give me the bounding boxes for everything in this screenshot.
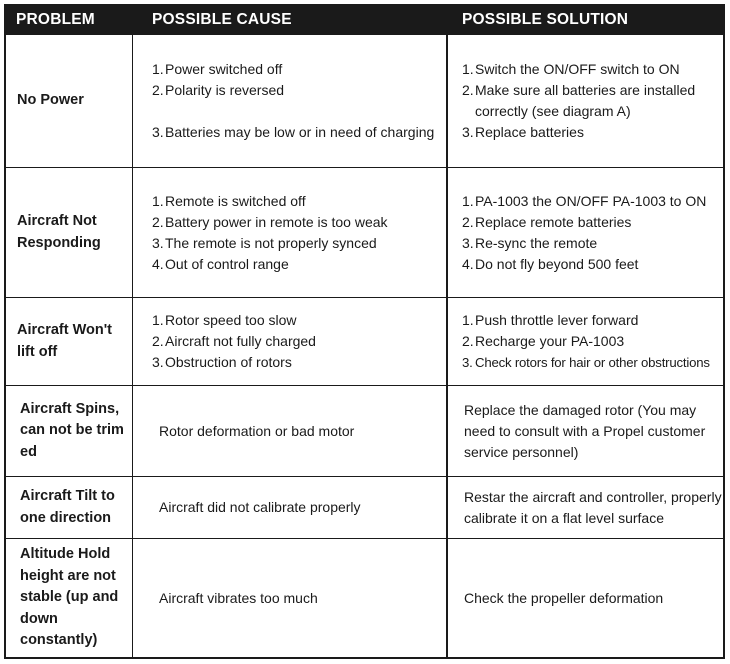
problem-label: Altitude Hold (20, 546, 111, 563)
cause-text: Aircraft vibrates too much (159, 589, 318, 606)
list-item: 3. Re-sync the remote (462, 234, 598, 251)
list-item: 1. PA-1003 the ON/OFF PA-1003 to ON (462, 192, 707, 209)
problem-label: can not be trim (20, 422, 124, 439)
solution-cell (462, 298, 724, 385)
problem-label: constantly) (20, 632, 98, 649)
problem-label: Aircraft Spins, (20, 400, 120, 417)
problem-label: Responding (17, 234, 101, 251)
list-item: 4. Do not fly beyond 500 feet (462, 255, 639, 272)
header-possible-cause: POSSIBLE CAUSE (152, 11, 292, 28)
table-row (6, 297, 723, 385)
solution-cell (462, 35, 722, 167)
solution-cell (462, 168, 722, 297)
column-divider (132, 34, 133, 657)
problem-cell (17, 35, 127, 167)
solution-text: Replace the damaged rotor (You may (464, 401, 697, 418)
problem-cell (20, 386, 135, 476)
problem-label: down (20, 610, 58, 627)
problem-label: ed (20, 443, 37, 460)
list-item: 2. Replace remote batteries (462, 213, 632, 230)
problem-label: Aircraft Won't (17, 322, 113, 338)
list-item: 2. Polarity is reversed (152, 82, 285, 98)
table-row (6, 385, 723, 476)
list-item: 1. Rotor speed too slow (152, 312, 297, 328)
list-item: 1. Push throttle lever forward (462, 312, 639, 328)
problem-cell (20, 477, 135, 538)
cause-text: Aircraft did not calibrate properly (159, 499, 361, 515)
header-possible-solution: POSSIBLE SOLUTION (462, 11, 629, 28)
list-item: 1. Switch the ON/OFF switch to ON (462, 61, 680, 77)
solution-list (462, 59, 722, 143)
problem-label: height are not (20, 567, 116, 584)
cause-cell (152, 168, 452, 297)
problem-cell (17, 168, 132, 297)
table-row (6, 538, 723, 657)
solution-cell (464, 386, 724, 476)
table-row (6, 34, 723, 167)
list-item: 3. Check rotors for hair or other obstructions (462, 355, 710, 370)
solution-cell (464, 539, 724, 657)
solution-text: Restar the aircraft and controller, properly (464, 488, 722, 505)
list-item: 2. Aircraft not fully charged (152, 333, 316, 349)
solution-list (462, 310, 724, 373)
problem-cell (20, 539, 135, 657)
column-divider (446, 34, 448, 657)
cause-text: Rotor deformation or bad motor (159, 422, 355, 439)
cause-list (152, 310, 452, 373)
cause-cell (159, 477, 454, 538)
table-row (6, 167, 723, 297)
list-item: 3. The remote is not properly synced (152, 234, 377, 251)
problem-label: Aircraft Not (17, 213, 97, 229)
problem-label: one direction (20, 509, 112, 526)
cause-cell (159, 539, 454, 657)
solution-text: calibrate it on a flat level surface (464, 509, 664, 526)
problem-label: Aircraft Tilt to (20, 488, 115, 504)
cause-cell (152, 298, 452, 385)
list-item: 3. Obstruction of rotors (152, 354, 292, 370)
header-problem: PROBLEM (16, 11, 95, 28)
problem-label: stable (up and (20, 589, 119, 606)
solution-cell (464, 477, 726, 538)
solution-text: Check the propeller deformation (464, 589, 664, 606)
list-item: 2. Recharge your PA-1003 (462, 333, 625, 349)
cause-list (152, 191, 452, 275)
solution-list (462, 191, 722, 275)
list-item: 3. Batteries may be low or in need of charging (152, 124, 435, 140)
problem-cell (17, 298, 132, 385)
cause-list (152, 59, 452, 143)
cause-cell (159, 386, 454, 476)
solution-text: need to consult with a Propel customer (464, 422, 706, 439)
table-row (6, 476, 723, 538)
problem-label: No Power (17, 92, 84, 109)
problem-label: lift off (17, 343, 58, 360)
list-item: 2. Battery power in remote is too weak (152, 213, 388, 230)
troubleshooting-table (4, 4, 725, 659)
list-item-continuation: correctly (see diagram A) (475, 103, 631, 119)
table-header (6, 6, 723, 34)
cause-cell (152, 35, 452, 167)
list-item: 1. Remote is switched off (152, 192, 306, 209)
list-item: 2. Make sure all batteries are installed (462, 82, 696, 98)
solution-text: service personnel) (464, 443, 579, 460)
list-item: 3. Replace batteries (462, 124, 584, 140)
list-item: 1. Power switched off (152, 61, 283, 77)
list-item: 4. Out of control range (152, 255, 289, 272)
